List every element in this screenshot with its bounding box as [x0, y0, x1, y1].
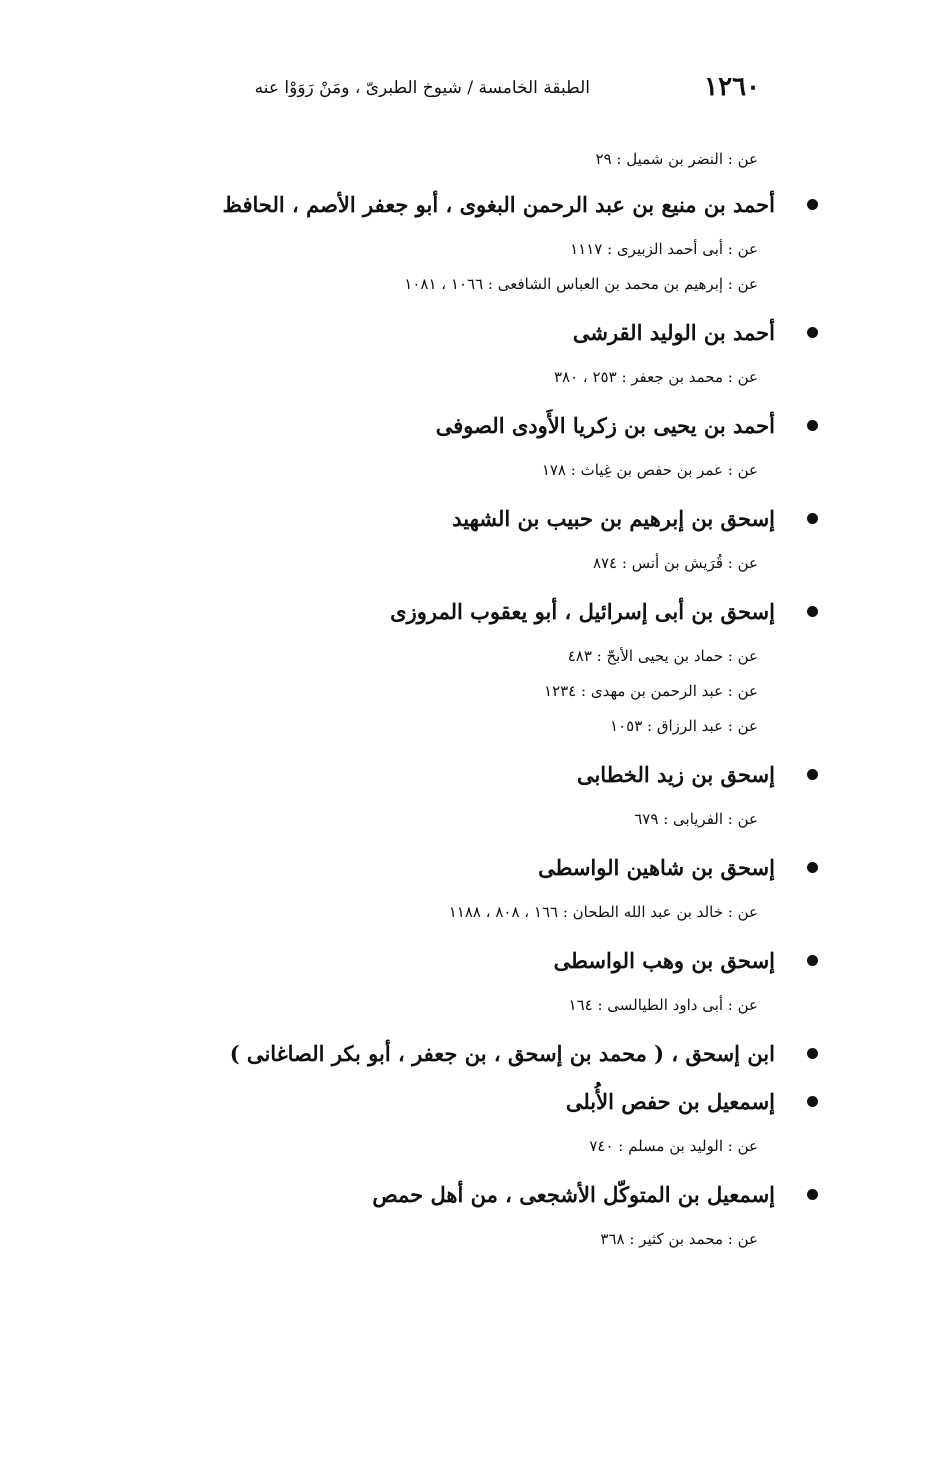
- entry-heading: [148, 496, 788, 540]
- entry-name: إسمعيل بن المتوكّل الأشجعى ، من أهل حمص: [372, 1181, 775, 1207]
- entry-heading: [148, 403, 788, 447]
- entry: [148, 845, 788, 930]
- source-line: عن : خالد بن عبد الله الطحان : ١٦٦ ، ٨٠٨ ، ١١٨٨: [448, 903, 758, 921]
- bullet-icon: [807, 606, 818, 617]
- entry-name: إسحق بن إبرهيم بن حبيب بن الشهيد: [452, 505, 775, 531]
- source-line: عن : عبد الرحمن بن مهدى : ١٢٣٤: [544, 682, 758, 700]
- entry: [148, 1079, 788, 1164]
- entry-heading: [148, 1172, 788, 1216]
- source-list: [148, 802, 788, 837]
- page-header: [254, 72, 760, 112]
- entry-heading: [148, 589, 788, 633]
- entry: [148, 752, 788, 837]
- source-line: عن : عمر بن حفص بن غِياث : ١٧٨: [541, 461, 758, 479]
- entries-list: [148, 140, 788, 1265]
- source-line: عن : الفريابى : ٦٧٩: [634, 810, 758, 828]
- bullet-icon: [807, 199, 818, 210]
- entry-name: إسحق بن وهب الواسطى: [553, 947, 775, 973]
- entry: [148, 403, 788, 488]
- entry-name: إسحق بن أبى إسرائيل ، أبو يعقوب المروزى: [390, 598, 775, 624]
- source-line: عن : محمد بن جعفر : ٢٥٣ ، ٣٨٠: [553, 368, 758, 386]
- entry: [148, 1031, 788, 1075]
- entry-heading: [148, 938, 788, 982]
- entry-name: إسمعيل بن حفص الأُبلى: [565, 1088, 775, 1114]
- entry-name: إسحق بن شاهين الواسطى: [538, 854, 775, 880]
- source-line: عن : قُرَيش بن أنس : ٨٧٤: [592, 554, 758, 572]
- entry-heading: [148, 1079, 788, 1123]
- source-list: [148, 1222, 788, 1257]
- source-list: [148, 360, 788, 395]
- source-line: عن : الوليد بن مسلم : ٧٤٠: [589, 1137, 758, 1155]
- entry-heading: [148, 310, 788, 354]
- source-list: [148, 639, 788, 744]
- bullet-icon: [807, 862, 818, 873]
- entries-container: [148, 182, 788, 1257]
- source-list: [148, 1129, 788, 1164]
- bullet-icon: [807, 1048, 818, 1059]
- entry-name: أحمد بن منيع بن عبد الرحمن البغوى ، أبو جعفر الأصم ، الحافظ: [222, 191, 775, 217]
- bullet-icon: [807, 327, 818, 338]
- entry-heading: [148, 1031, 788, 1075]
- source-line: عن : أبى أحمد الزبيرى : ١١١٧: [570, 240, 758, 258]
- page-number: ١٢٦٠: [704, 72, 760, 102]
- entry-name: أحمد بن يحيى بن زكريا الأَودى الصوفى: [435, 412, 775, 438]
- entry: [148, 496, 788, 581]
- source-line: عن : عبد الرزاق : ١٠٥٣: [610, 717, 758, 735]
- entry: [148, 1172, 788, 1257]
- bullet-icon: [807, 420, 818, 431]
- source-line: عن : حماد بن يحيى الأبحّ : ٤٨٣: [567, 647, 758, 665]
- source-line: عن : إبرهيم بن محمد بن العباس الشافعى : ١٠٦٦ ، ١٠٨١: [404, 275, 758, 293]
- bullet-icon: [807, 513, 818, 524]
- source-line: عن : أبى داود الطيالسى : ١٦٤: [568, 996, 758, 1014]
- continued-source-line: عن : النضر بن شميل : ٢٩: [595, 150, 758, 168]
- bullet-icon: [807, 1189, 818, 1200]
- bullet-icon: [807, 769, 818, 780]
- entry-name: أحمد بن الوليد القرشى: [572, 319, 775, 345]
- entry: [148, 938, 788, 1023]
- source-list: [148, 895, 788, 930]
- source-list: [148, 988, 788, 1023]
- running-title: الطبقة الخامسة / شيوخ الطبرىّ ، ومَنْ رَوَوْا عنه: [254, 78, 590, 98]
- entry: [148, 589, 788, 744]
- entry-name: إسحق بن زيد الخطابى: [576, 761, 775, 787]
- entry: [148, 182, 788, 302]
- source-list: [148, 453, 788, 488]
- source-list: [148, 546, 788, 581]
- entry-heading: [148, 845, 788, 889]
- entry: [148, 310, 788, 395]
- bullet-icon: [807, 1096, 818, 1107]
- entry-name: ابن إسحق ، ( محمد بن إسحق ، بن جعفر ، أبو بكر الصاغانى ): [229, 1040, 775, 1066]
- entry-heading: [148, 182, 788, 226]
- entry-heading: [148, 752, 788, 796]
- bullet-icon: [807, 955, 818, 966]
- source-line: عن : محمد بن كثير : ٣٦٨: [600, 1230, 758, 1248]
- source-list: [148, 232, 788, 302]
